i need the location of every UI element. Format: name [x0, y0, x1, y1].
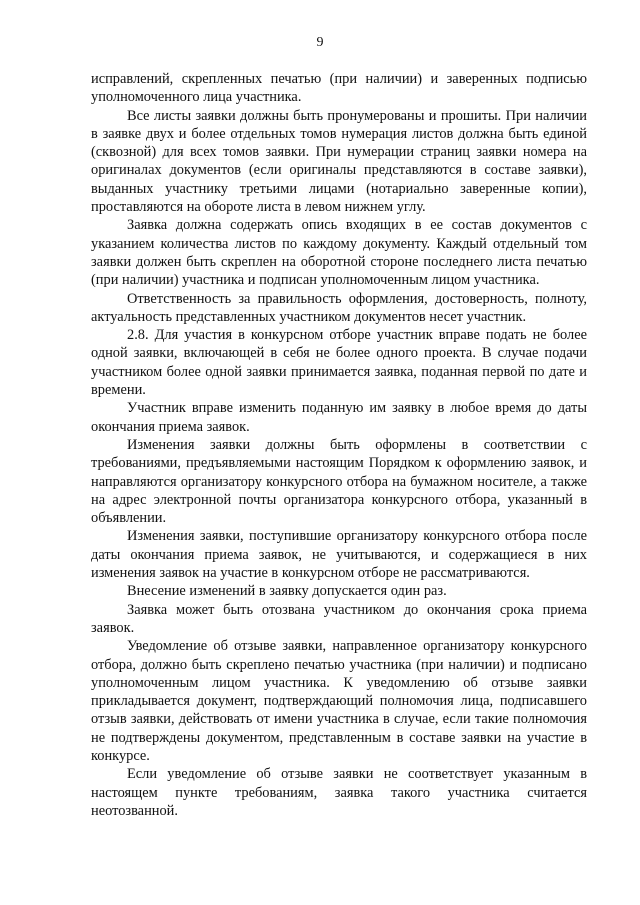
document-body [91, 70, 587, 820]
page-number: 9 [316, 35, 324, 50]
paragraph-sheet-numbering: Все листы заявки должны быть пронумерованы и прошиты. При наличии в заявке двух и более отдельных томов нумерация листов должна быть единой (сквозной) для всех томов заявки. При нумерации страниц заявки номера на оригиналах документов (если оригиналы представляются в составе заявки), выданных участнику третьими лицами (нотариально заверенные копии), проставляются на обороте листа в левом нижнем углу. [91, 107, 587, 216]
paragraph-change-right: Участник вправе изменить поданную им заявку в любое время до даты окончания приема заявок. [91, 400, 587, 435]
paragraph-non-withdrawn: Если уведомление об отзыве заявки не соответствует указанным в настоящем пункте требованиям, заявка такого участника считается неотозванной. [91, 766, 587, 819]
paragraph-change-format: Изменения заявки должны быть оформлены в соответствии с требованиями, предъявляемыми настоящим Порядком к оформлению заявок, и направляются организатору конкурсного отбора на бумажном носителе, а также на адрес электронной почты организатора конкурсного отбора, указанный в объявлении. [91, 436, 587, 527]
paragraph-late-changes: Изменения заявки, поступившие организатору конкурсного отбора после даты окончания приема заявок, не учитываются, и содержащиеся в них изменения заявок на участие в конкурсном отборе не рассматриваются. [91, 528, 587, 582]
paragraph-responsibility: Ответственность за правильность оформления, достоверность, полноту, актуальность представленных участником документов несет участник. [91, 290, 587, 325]
paragraph-change-once: Внесение изменений в заявку допускается один раз. [127, 583, 447, 600]
paragraph-section-2-8: 2.8. Для участия в конкурсном отборе участник вправе подать не более одной заявки, включающей в себя не более одного проекта. В случае подачи участником более одной заявки принимается заявка, поданная первой по дате и времени. [91, 327, 587, 399]
paragraph-withdrawal-notice: Уведомление об отзыве заявки, направленное организатору конкурсного отбора, должно быть скреплено печатью участника (при наличии) и подписано уполномоченным лицом участника. К уведомлению об отзыве заявки прикладывается документ, подтверждающий полномочия лица, подписавшего отзыв заявки, действовать от имени участника в случае, если такие полномочия не подтверждены документом, представленным в составе заявки на участие в конкурсе. [91, 638, 587, 764]
paragraph-withdrawal: Заявка может быть отозвана участником до окончания срока приема заявок. [91, 601, 587, 636]
paragraph-continuation: исправлений, скрепленных печатью (при наличии) и заверенных подписью уполномоченного лица участника. [91, 71, 587, 106]
paragraph-inventory: Заявка должна содержать опись входящих в ее состав документов с указанием количества листов по каждому документу. Каждый отдельный том заявки должен быть скреплен на оборотной стороне последнего листа печатью (при наличии) участника и подписан уполномоченным лицом участника. [91, 217, 587, 289]
